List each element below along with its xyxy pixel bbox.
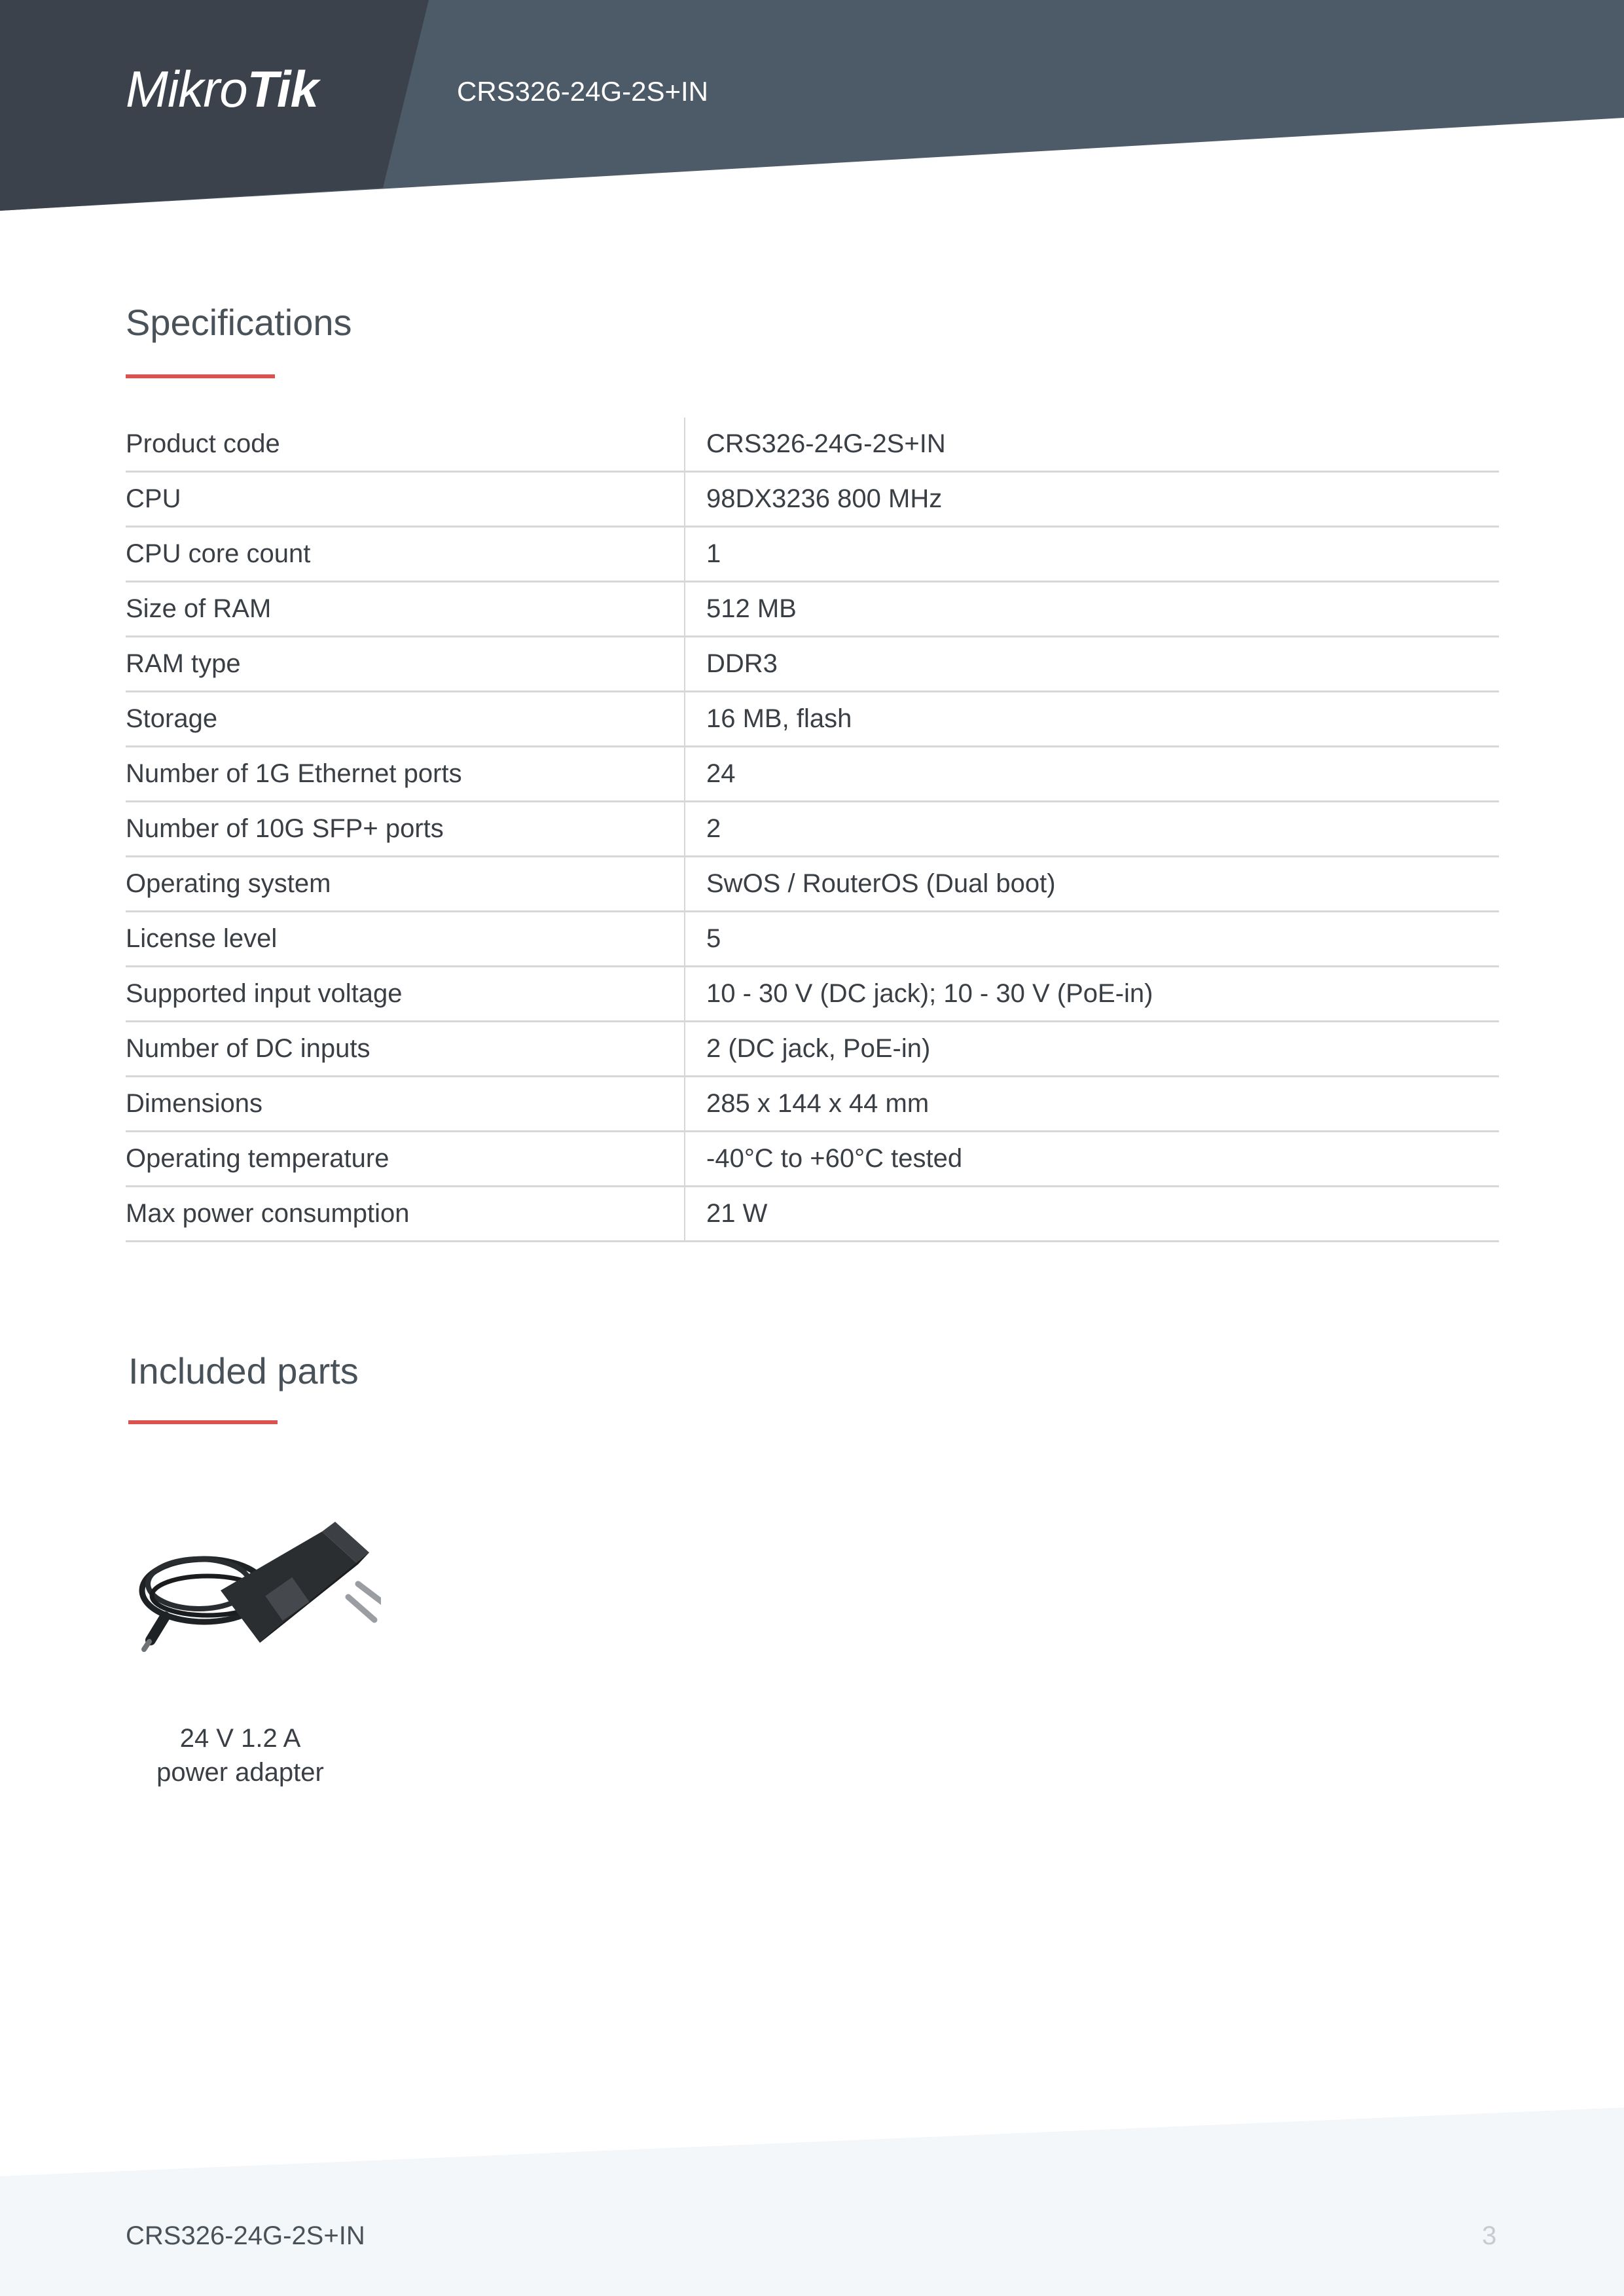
spec-value: 10 - 30 V (DC jack); 10 - 30 V (PoE-in) [685, 967, 1499, 1022]
spec-row [126, 418, 1499, 472]
spec-value: 285 x 144 x 44 mm [685, 1077, 1499, 1132]
spec-row [126, 857, 1499, 912]
spec-row [126, 1077, 1499, 1132]
spec-row [126, 692, 1499, 747]
spec-value: DDR3 [685, 637, 1499, 692]
specifications-heading-underline [126, 374, 275, 378]
spec-value: 21 W [685, 1187, 1499, 1242]
spec-value: -40°C to +60°C tested [685, 1132, 1499, 1187]
spec-label: Size of RAM [126, 582, 685, 637]
included-part-item [126, 1486, 355, 1789]
spec-row [126, 912, 1499, 967]
specifications-heading: Specifications [126, 302, 352, 343]
spec-label: Number of 10G SFP+ ports [126, 802, 685, 857]
spec-label: Number of DC inputs [126, 1022, 685, 1077]
spec-label: Operating temperature [126, 1132, 685, 1187]
spec-label: CPU core count [126, 527, 685, 582]
mikrotik-logo: Mikro Tik [126, 60, 318, 118]
spec-row [126, 967, 1499, 1022]
spec-row [126, 472, 1499, 527]
spec-value: 16 MB, flash [685, 692, 1499, 747]
spec-value: 5 [685, 912, 1499, 967]
spec-row [126, 747, 1499, 802]
spec-label: Storage [126, 692, 685, 747]
spec-row [126, 802, 1499, 857]
spec-label: Max power consumption [126, 1187, 685, 1242]
spec-row [126, 1132, 1499, 1187]
included-part-line2: power adapter [156, 1758, 324, 1787]
spec-row [126, 1022, 1499, 1077]
spec-label: Supported input voltage [126, 967, 685, 1022]
spec-value: 24 [685, 747, 1499, 802]
spec-row [126, 637, 1499, 692]
spec-label: License level [126, 912, 685, 967]
spec-label: Number of 1G Ethernet ports [126, 747, 685, 802]
spec-value: 2 (DC jack, PoE-in) [685, 1022, 1499, 1077]
spec-label: Operating system [126, 857, 685, 912]
footer-product-name: CRS326-24G-2S+IN [126, 2221, 365, 2250]
spec-value: 98DX3236 800 MHz [685, 472, 1499, 527]
spec-label: Product code [126, 418, 685, 472]
included-part-line1: 24 V 1.2 A [179, 1724, 301, 1753]
spec-row [126, 1187, 1499, 1242]
spec-label: Dimensions [126, 1077, 685, 1132]
spec-label: CPU [126, 472, 685, 527]
footer-page-number: 3 [1482, 2221, 1497, 2250]
spec-value: SwOS / RouterOS (Dual boot) [685, 857, 1499, 912]
spec-value: 512 MB [685, 582, 1499, 637]
footer-band [0, 2108, 1624, 2296]
spec-row [126, 582, 1499, 637]
power-adapter-icon [126, 1486, 381, 1676]
spec-row [126, 527, 1499, 582]
spec-value: CRS326-24G-2S+IN [685, 418, 1499, 472]
specifications-table [126, 418, 1499, 1242]
spec-value: 2 [685, 802, 1499, 857]
spec-value: 1 [685, 527, 1499, 582]
included-parts-heading-underline [128, 1420, 278, 1424]
included-parts-heading: Included parts [128, 1350, 359, 1391]
spec-label: RAM type [126, 637, 685, 692]
header-product-title: CRS326-24G-2S+IN [457, 76, 709, 107]
